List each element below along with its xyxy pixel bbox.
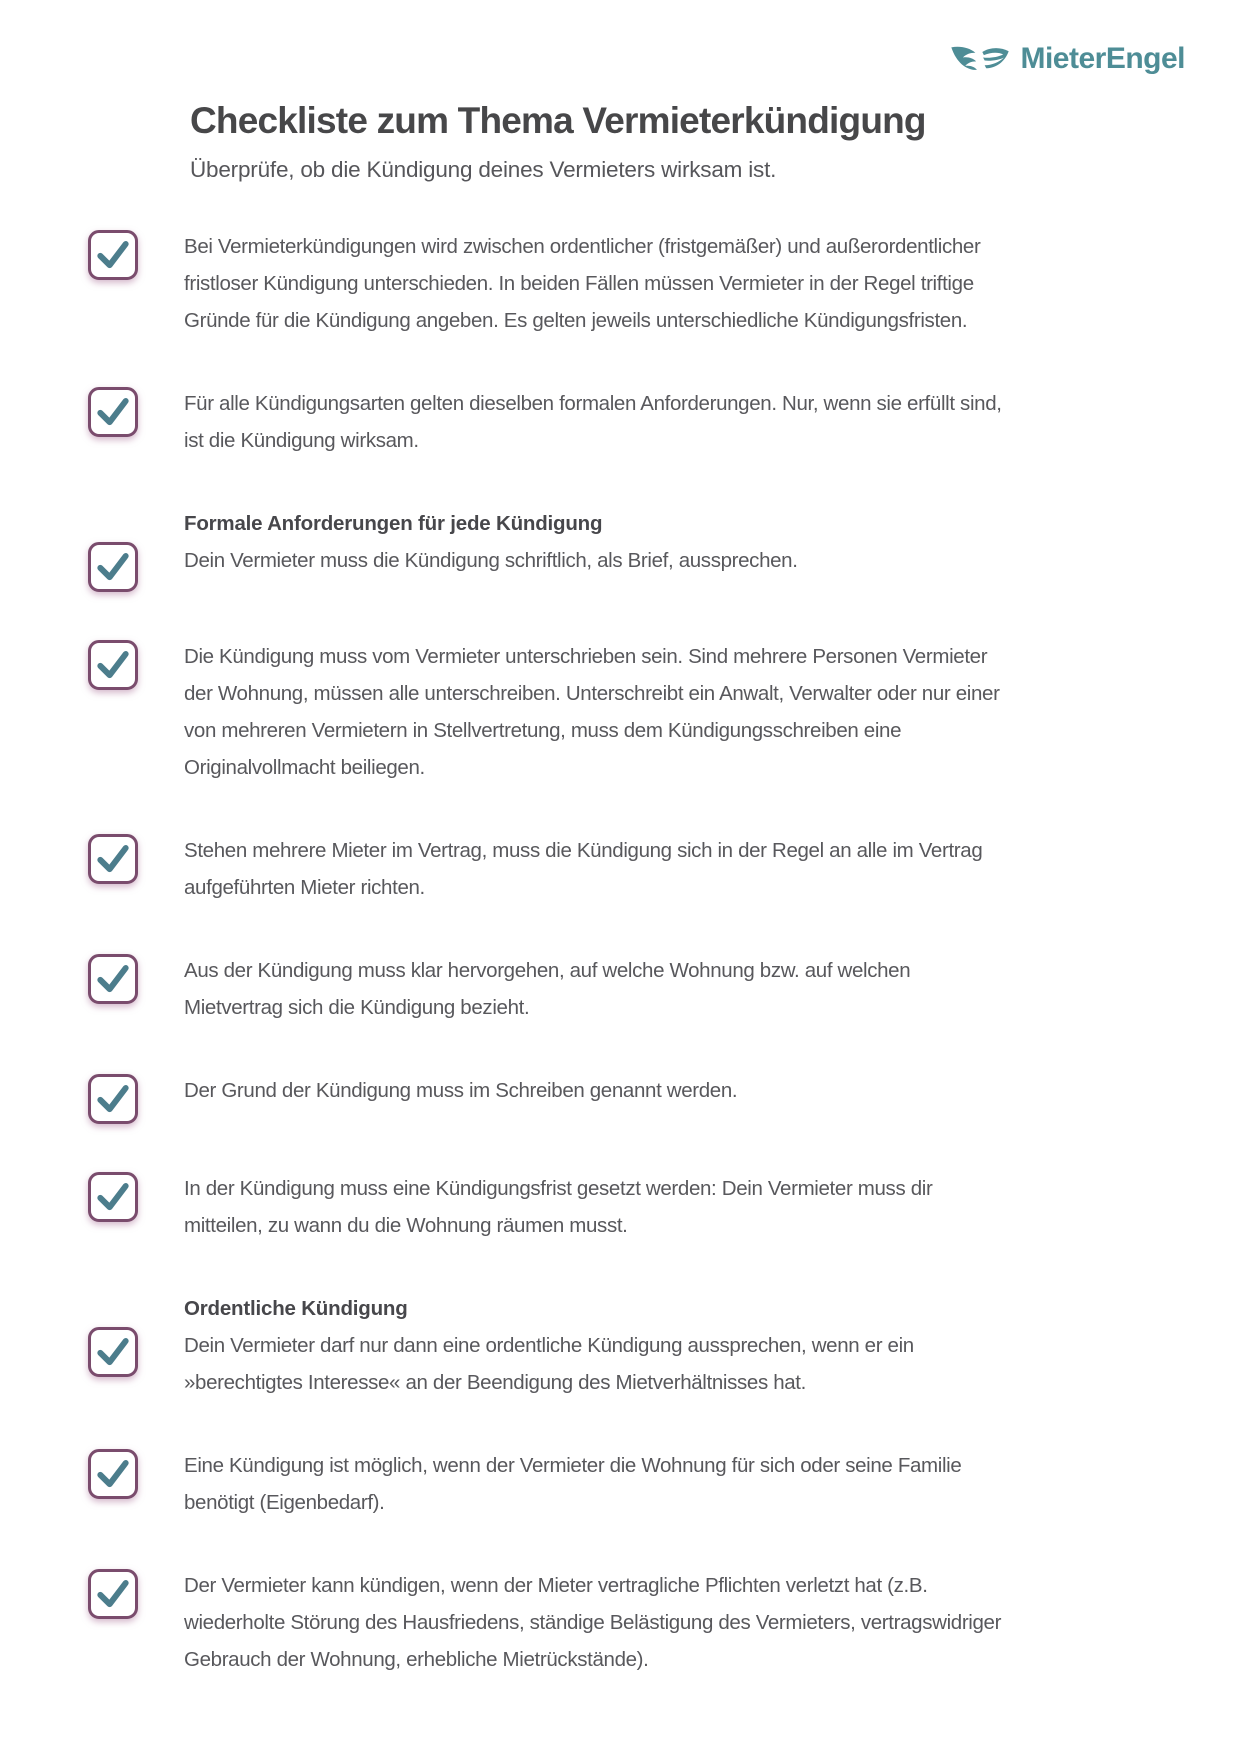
checklist-item bbox=[88, 832, 1241, 906]
checkbox-checked[interactable] bbox=[88, 1449, 138, 1499]
checkmark-icon bbox=[91, 1077, 135, 1121]
checkmark-icon bbox=[91, 1572, 135, 1616]
checkbox-checked[interactable] bbox=[88, 542, 138, 592]
checkbox-checked[interactable] bbox=[88, 1172, 138, 1222]
checklist-item bbox=[88, 1290, 1241, 1401]
checkmark-icon bbox=[91, 233, 135, 277]
wing-icon bbox=[949, 44, 1011, 74]
page-title: Checkliste zum Thema Vermieterkündigung bbox=[190, 100, 926, 141]
checklist-item bbox=[88, 228, 1241, 339]
checkbox-checked[interactable] bbox=[88, 1327, 138, 1377]
checklist-item-text: Der Grund der Kündigung muss im Schreiben genannt werden. bbox=[184, 1078, 738, 1102]
checklist-item-text: Stehen mehrere Mieter im Vertrag, muss die Kündigung sich in der Regel an alle im Vertrag aufgeführten Mieter richten. bbox=[184, 838, 983, 899]
page-subtitle: Überprüfe, ob die Kündigung deines Vermieters wirksam ist. bbox=[190, 156, 777, 182]
checklist-item bbox=[88, 1170, 1241, 1244]
checklist bbox=[88, 228, 1241, 1678]
checkbox-checked[interactable] bbox=[88, 230, 138, 280]
mieterengel-logo bbox=[949, 44, 1185, 74]
checklist-item-text: Eine Kündigung ist möglich, wenn der Vermieter die Wohnung für sich oder seine Familie benötigt (Eigenbedarf). bbox=[184, 1453, 962, 1514]
checklist-item-text: Die Kündigung muss vom Vermieter unterschrieben sein. Sind mehrere Personen Vermieter der Wohnung, müssen alle unterschreiben. Unterschreibt ein Anwalt, Verwalter oder nur einer von mehreren Vermietern in Stellvertretung, muss dem Kündigungsschreiben eine Originalvollmacht beiliegen. bbox=[184, 644, 1000, 779]
checkbox-checked[interactable] bbox=[88, 1569, 138, 1619]
checkmark-icon bbox=[91, 1452, 135, 1496]
checklist-item-text: Bei Vermieterkündigungen wird zwischen ordentlicher (fristgemäßer) und außerordentlicher fristloser Kündigung unterschieden. In beiden Fällen müssen Vermieter in der Regel triftige Gründe für die Kündigung angeben. Es gelten jeweils unterschiedliche Kündigungsfristen. bbox=[184, 234, 981, 332]
checklist-item-text: Für alle Kündigungsarten gelten dieselben formalen Anforderungen. Nur, wenn sie erfüllt sind, ist die Kündigung wirksam. bbox=[184, 391, 1002, 452]
checklist-item-text: Aus der Kündigung muss klar hervorgehen, auf welche Wohnung bzw. auf welchen Mietvertrag sich die Kündigung bezieht. bbox=[184, 958, 911, 1019]
checkmark-icon bbox=[91, 390, 135, 434]
checklist-item bbox=[88, 505, 1241, 592]
section-heading: Ordentliche Kündigung bbox=[184, 1296, 408, 1320]
checkbox-checked[interactable] bbox=[88, 954, 138, 1004]
checkbox-checked[interactable] bbox=[88, 387, 138, 437]
checkbox-checked[interactable] bbox=[88, 834, 138, 884]
checklist-item-text: In der Kündigung muss eine Kündigungsfrist gesetzt werden: Dein Vermieter muss dir mitteilen, zu wann du die Wohnung räumen musst. bbox=[184, 1176, 933, 1237]
checklist-item bbox=[88, 385, 1241, 459]
checklist-item-text: Dein Vermieter muss die Kündigung schriftlich, als Brief, aussprechen. bbox=[184, 548, 798, 572]
checklist-item bbox=[88, 952, 1241, 1026]
section-heading: Formale Anforderungen für jede Kündigung bbox=[184, 511, 603, 535]
checklist-item-text: Dein Vermieter darf nur dann eine ordentliche Kündigung aussprechen, wenn er ein »berechtigtes Interesse« an der Beendigung des Mietverhältnisses hat. bbox=[184, 1333, 914, 1394]
checkbox-checked[interactable] bbox=[88, 640, 138, 690]
checkmark-icon bbox=[91, 957, 135, 1001]
checkmark-icon bbox=[91, 1175, 135, 1219]
checklist-item-text: Der Vermieter kann kündigen, wenn der Mieter vertragliche Pflichten verletzt hat (z.B. wiederholte Störung des Hausfriedens, ständige Belästigung des Vermieters, vertragswidriger Gebrauch der Wohnung, erhebliche Mietrückstände). bbox=[184, 1573, 1002, 1671]
checkmark-icon bbox=[91, 643, 135, 687]
checkmark-icon bbox=[91, 545, 135, 589]
checklist-item bbox=[88, 1567, 1241, 1678]
checklist-item bbox=[88, 1447, 1241, 1521]
checkbox-checked[interactable] bbox=[88, 1074, 138, 1124]
checklist-item bbox=[88, 638, 1241, 786]
checkmark-icon bbox=[91, 837, 135, 881]
brand-name: MieterEngel bbox=[1020, 42, 1185, 75]
checkmark-icon bbox=[91, 1330, 135, 1374]
checklist-item bbox=[88, 1072, 1241, 1124]
